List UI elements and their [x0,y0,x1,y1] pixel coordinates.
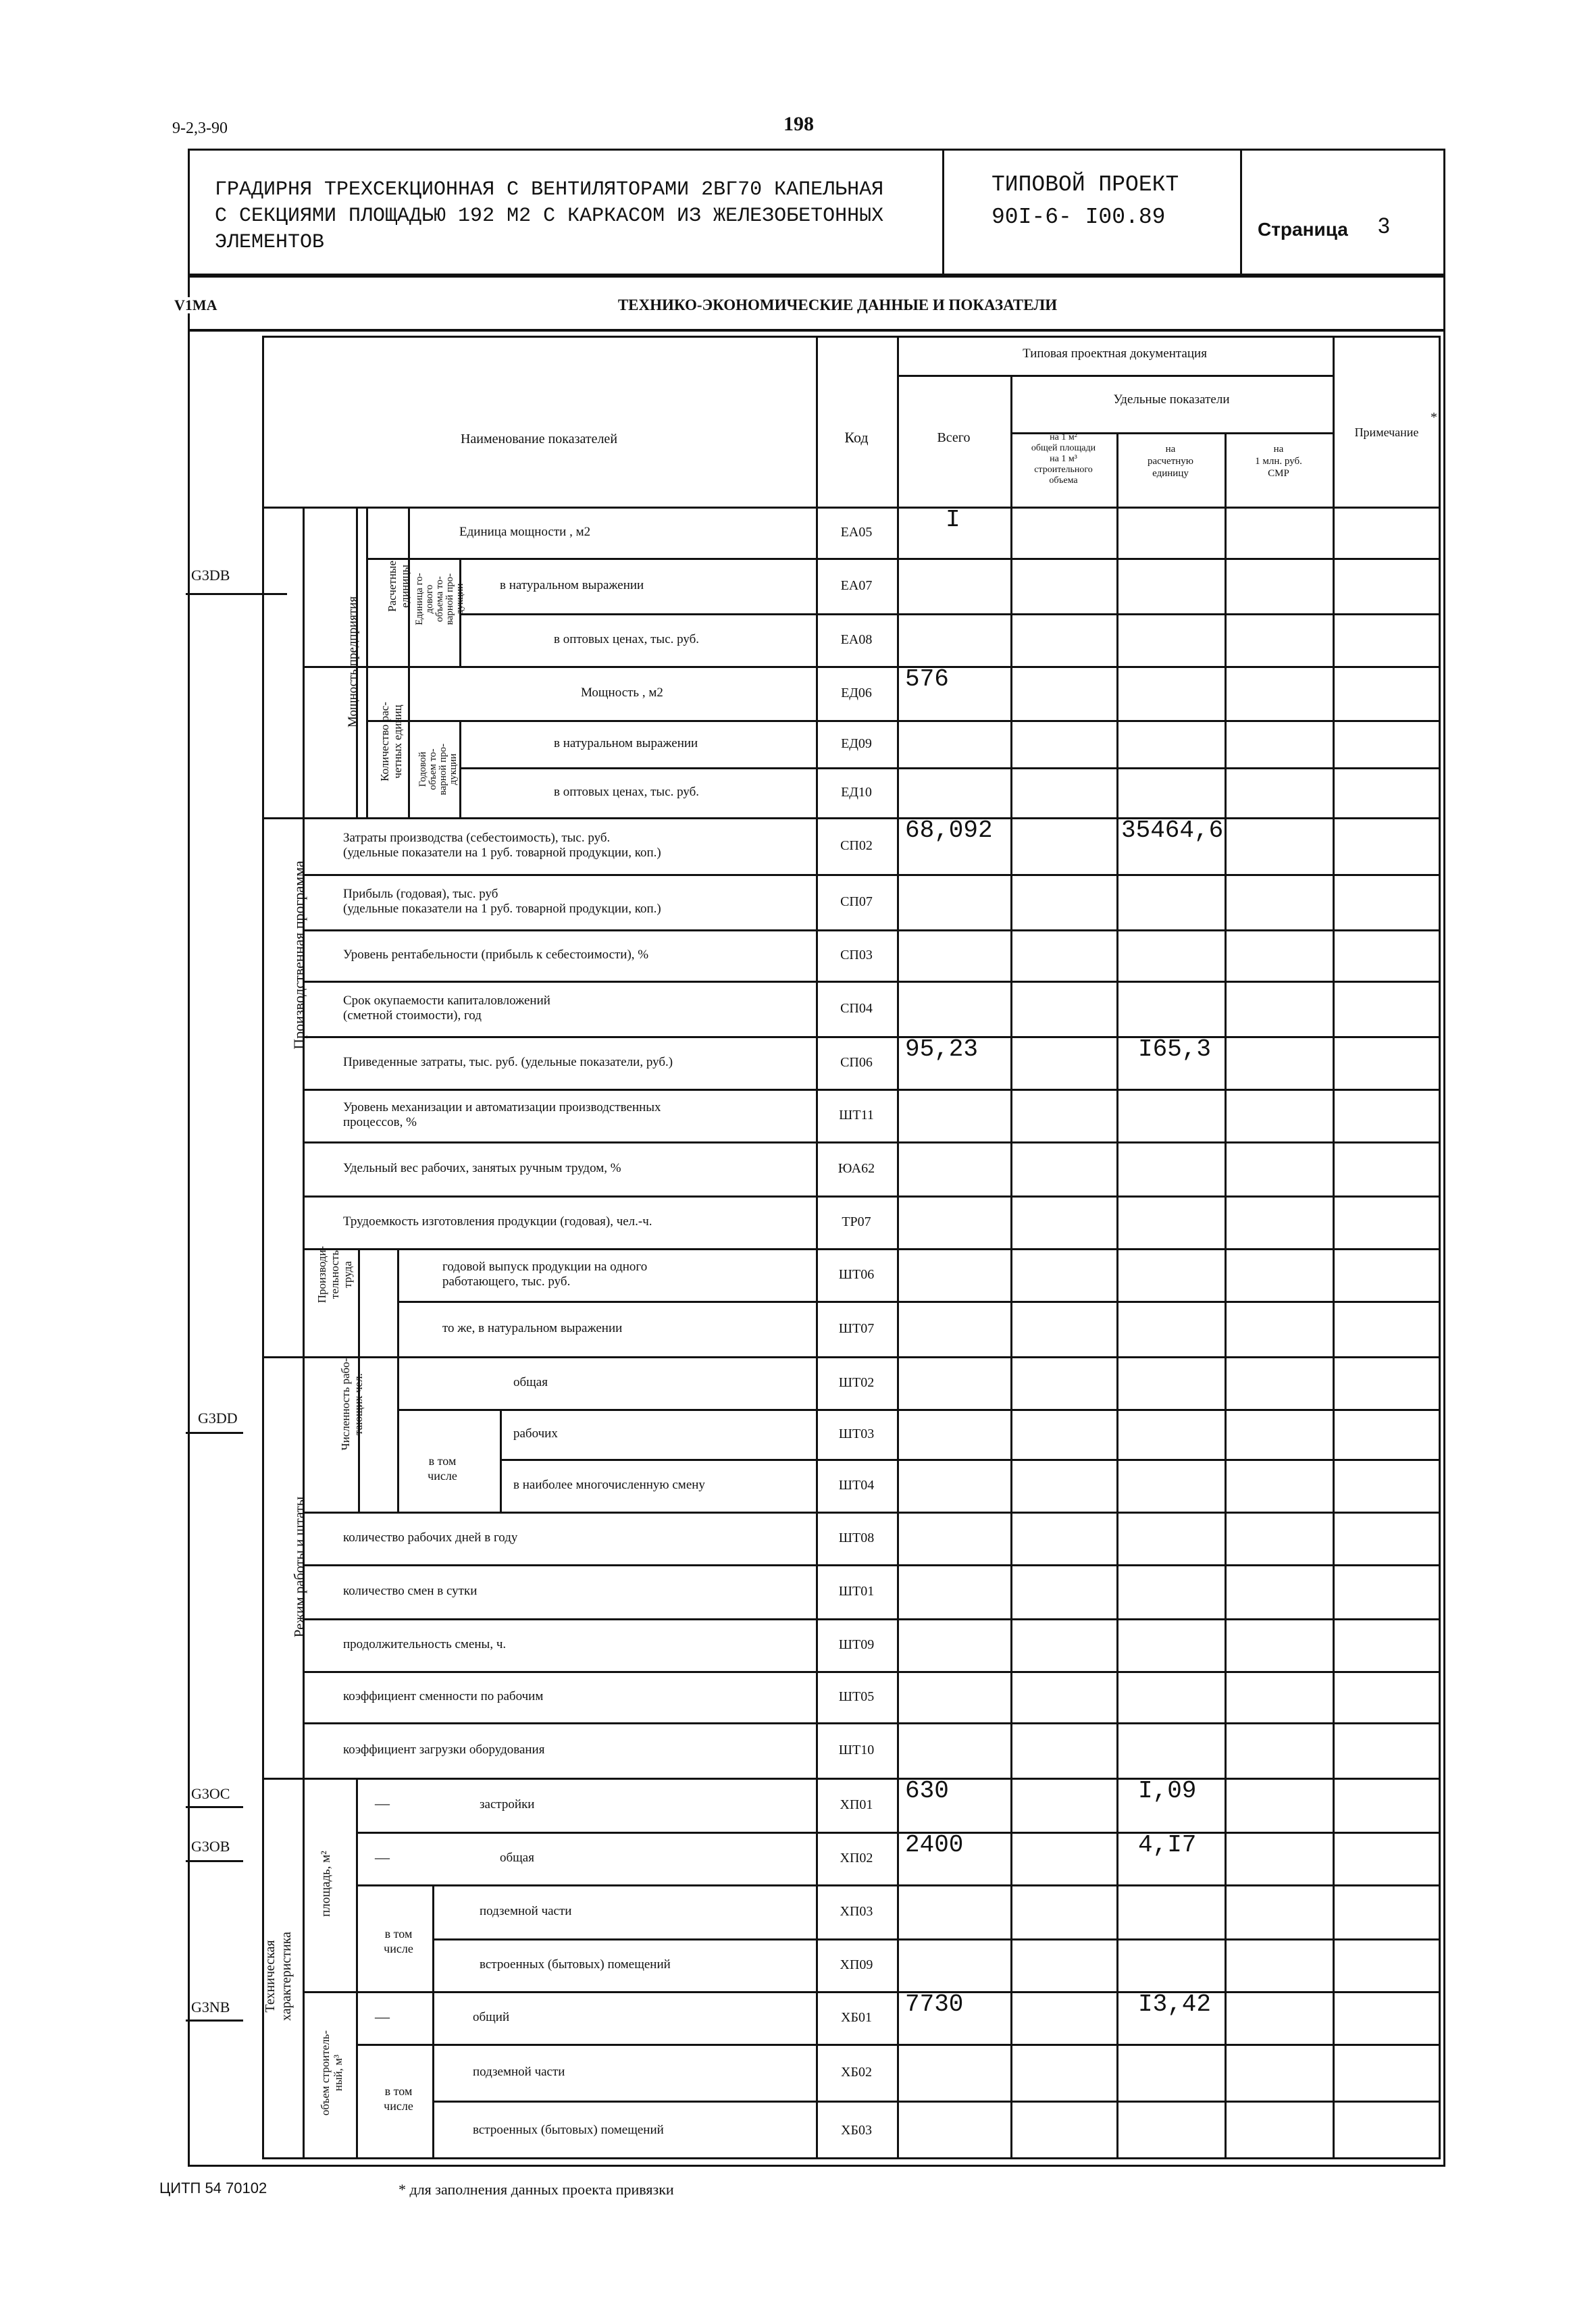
row-value-unit: I,09 [1138,1777,1197,1805]
row-value-total: 2400 [905,1831,964,1859]
row-name: Прибыль (годовая), тыс. руб (удельные показатели на 1 руб. товарной продукции, коп.) [343,887,661,916]
document-title: ГРАДИРНЯ ТРЕХСЕКЦИОННАЯ С ВЕНТИЛЯТОРАМИ 2ВГ70 КАПЕЛЬНАЯ С СЕКЦИЯМИ ПЛОЩАДЬЮ 192 М2 С КАРКАСОМ ИЗ ЖЕЛЕЗОБЕТОННЫХ ЭЛЕМЕНТОВ [215,178,884,254]
row-code: ХП09 [840,1957,873,1972]
row-code: ШТ03 [838,1426,875,1441]
row-name: количество смен в сутки [343,1584,478,1598]
row-name: количество рабочих дней в году [343,1531,518,1545]
header-specific: Удельные показатели [1113,392,1230,407]
row-name: Срок окупаемости капиталовложений (сметной стоимости), год [343,994,550,1023]
row-code: СП04 [840,1001,873,1016]
label-volume: объем строитель- ный, м³ [319,2030,344,2116]
header-code: Код [844,429,869,446]
row-value-total: 630 [905,1777,949,1805]
label-unit-output: Единица го- дового объема то- варной про- дукции [414,573,465,625]
row-code: ЕД09 [841,736,872,751]
label-area: площадь, м² [319,1851,333,1917]
row-code: ЮА62 [838,1161,875,1176]
header-per-unit: на расчетную единицу [1147,444,1193,479]
row-name: в наиболее многочисленную смену [513,1478,705,1492]
row-name: продолжительность смены, ч. [343,1637,507,1651]
row-name: в натуральном выражении [554,736,698,750]
row-code: ЕА05 [840,525,873,540]
side-code: G3NB [191,1999,230,2015]
row-code: ХП02 [840,1851,873,1866]
side-code: G3OB [191,1838,230,1855]
row-value-total: 7730 [905,1990,964,2018]
side-code: G3OC [191,1785,230,1802]
row-code: СП07 [840,894,873,909]
row-code: ТР07 [842,1214,871,1229]
label-mode-staff: Режим работы и штаты [291,1496,307,1638]
label-tech-char: Техническая характеристика [263,1932,294,2021]
row-code: ХБ02 [841,2065,872,2080]
row-code: ШТ05 [838,1689,875,1704]
row-code: ШТ09 [838,1637,875,1652]
label-in-total-area: в том числе [384,1927,413,1955]
dash-marker: — [375,2008,390,2025]
row-name: встроенных (бытовых) помещений [473,2122,664,2137]
row-name: общая [513,1375,548,1389]
page-label: Страница [1258,219,1348,240]
row-name: в натуральном выражении [500,578,644,592]
row-name: Единица мощности , м2 [459,525,591,539]
row-name: Приведенные затраты, тыс. руб. (удельные показатели, руб.) [343,1055,673,1069]
row-value-unit: I3,42 [1138,1990,1212,2018]
row-code: ЕД10 [841,785,872,800]
row-name: годовой выпуск продукции на одного работающего, тыс. руб. [442,1260,648,1289]
header-name: Наименование показателей [460,432,618,446]
row-code: ХП01 [840,1797,873,1812]
header-total: Всего [937,430,971,445]
row-name: застройки [480,1797,535,1811]
row-value-total: 576 [905,665,949,693]
row-name: Трудоемкость изготовления продукции (годовая), чел.-ч. [343,1214,652,1229]
row-code: ХП03 [840,1904,873,1919]
section-code: V1MA [174,297,217,313]
label-calc-unit-count: Количество рас- четных единиц [378,702,404,781]
label-annual-output: Годовой объем то- варной про- дукции [417,743,459,796]
row-value-total: I [946,506,960,534]
row-value-unit: I65,3 [1138,1035,1212,1063]
side-code: G3DB [191,567,230,584]
row-code: ХБ03 [841,2122,872,2138]
label-calc-units: Расчетные единицы [386,561,411,612]
project-label: ТИПОВОЙ ПРОЕКТ [992,172,1179,197]
note-asterisk: * [1431,410,1437,425]
row-name: Затраты производства (себестоимость), тыс. руб. (удельные показатели на 1 руб. товарной продукции, коп.) [343,831,661,860]
row-code: ЕА08 [840,632,873,647]
row-name: подземной части [473,2065,565,2079]
row-code: СП02 [840,838,873,853]
header-note: Примечание [1354,426,1419,439]
page-value: 3 [1378,213,1390,238]
section-title: ТЕХНИКО-ЭКОНОМИЧЕСКИЕ ДАННЫЕ И ПОКАЗАТЕЛИ [617,297,1058,313]
row-value-total: 68,092 [905,817,993,844]
label-in-total-volume: в том числе [384,2084,413,2113]
series-code: 9-2,3-90 [172,120,228,137]
row-code: ШТ02 [838,1375,875,1390]
label-prod-program: Производственная программа [290,860,307,1050]
row-name: коэффициент сменности по рабочим [343,1689,544,1703]
label-capacity: Мощность предприятия [346,596,360,728]
side-code: G3DD [198,1410,238,1426]
dash-marker: — [375,1795,390,1811]
row-name: Мощность , м2 [581,686,663,700]
row-code: СП03 [840,948,873,962]
row-name: рабочих [513,1426,558,1441]
row-name: то же, в натуральном выражении [442,1321,623,1335]
header-typical-docs: Типовая проектная документация [1023,346,1207,361]
dash-marker: — [375,1849,390,1866]
row-value-unit: 35464,6 [1121,817,1224,844]
row-code: ШТ06 [838,1267,875,1282]
row-code: ШТ08 [838,1531,875,1545]
row-code: ЕД06 [841,686,872,700]
header-per-m2: на 1 м² общей площади на 1 м³ строительного объема [1031,432,1096,486]
project-number: 90I-6- I00.89 [992,205,1166,230]
footer-stamp: ЦИТП 54 70102 [159,2180,267,2196]
page-number: 198 [783,113,814,135]
row-code: ШТ07 [838,1321,875,1336]
row-name: встроенных (бытовых) помещений [480,1957,671,1972]
row-code: ШТ10 [838,1743,875,1757]
label-labor-productivity: Производи- тельность труда [315,1245,354,1304]
row-name: Уровень рентабельности (прибыль к себестоимости), % [343,948,649,962]
label-headcount: Численность рабо- тающих чел. [339,1358,365,1451]
row-name: Уровень механизации и автоматизации производственных процессов, % [343,1100,661,1129]
row-code: ШТ01 [838,1584,875,1599]
header-per-mln: на 1 млн. руб. СМР [1255,444,1302,479]
row-code: СП06 [840,1055,873,1070]
row-name: подземной части [480,1904,572,1918]
row-name: общая [500,1851,534,1865]
row-name: в оптовых ценах, тыс. руб. [554,632,700,646]
row-code: ШТ04 [838,1478,875,1493]
label-in-total-staff: в том числе [428,1454,457,1483]
row-name: Удельный вес рабочих, занятых ручным трудом, % [343,1161,621,1175]
row-code: ЕА07 [840,578,873,593]
footer-note: * для заполнения данных проекта привязки [398,2181,674,2198]
row-name: в оптовых ценах, тыс. руб. [554,785,700,799]
row-code: ХБ01 [841,2010,872,2025]
row-code: ШТ11 [839,1108,874,1123]
row-name: коэффициент загрузки оборудования [343,1743,545,1757]
row-value-unit: 4,I7 [1138,1831,1197,1859]
row-name: общий [473,2010,510,2024]
row-value-total: 95,23 [905,1035,979,1063]
